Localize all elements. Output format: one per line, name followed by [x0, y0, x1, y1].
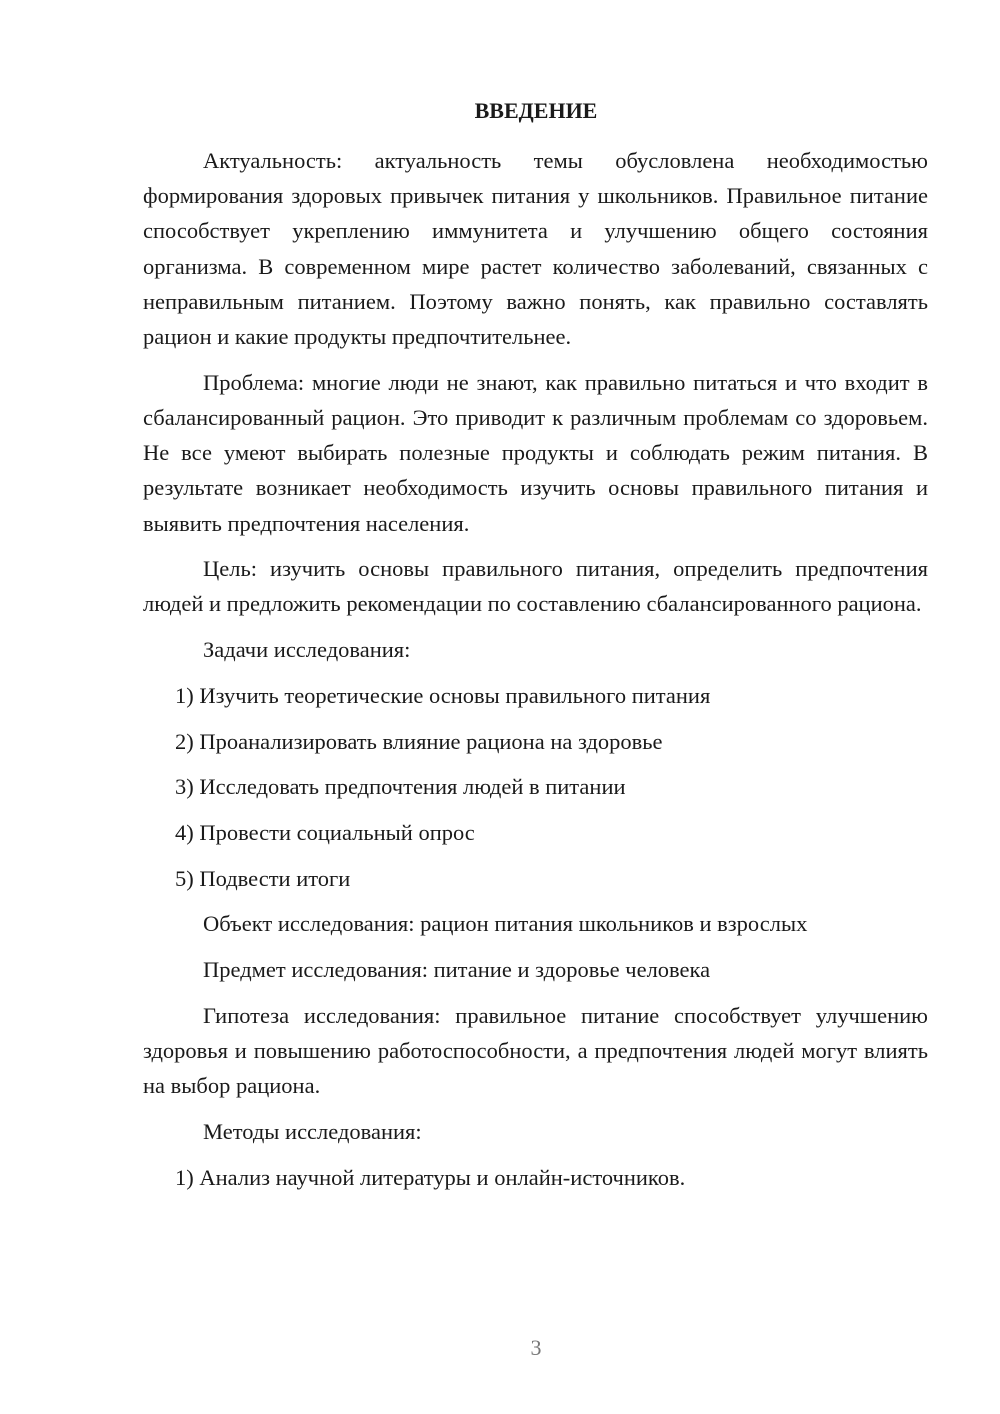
hypothesis-paragraph: Гипотеза исследования: правильное питание способствует улучшению здоровья и повышению работоспособности, а предпочтения людей могут влиять на выбор рациона. — [143, 1002, 928, 1099]
task-item-1: 1) Изучить теоретические основы правильного питания — [175, 682, 711, 708]
task-item-3: 3) Исследовать предпочтения людей в питании — [175, 774, 626, 800]
methods-title: Методы исследования: — [203, 1118, 422, 1144]
problem-paragraph: Проблема: многие люди не знают, как правильно питаться и что входит в сбалансированный рацион. Это приводит к различным проблемам со здоровьем. Не все умеют выбирать полезные продукты и соблюдать режим питания. В результате возникает необходимость изучить основы правильного питания и выявить предпочтения населения. — [143, 369, 928, 536]
task-item-4: 4) Провести социальный опрос — [175, 819, 475, 845]
goal-paragraph: Цель: изучить основы правильного питания, определить предпочтения людей и предложить рекомендации по составлению сбалансированного рациона. — [143, 556, 928, 617]
page-title: ВВЕДЕНИЕ — [474, 98, 598, 123]
task-item-2: 2) Проанализировать влияние рациона на здоровье — [175, 728, 663, 754]
relevance-paragraph: Актуальность: актуальность темы обусловлена необходимостью формирования здоровых привычек питания у школьников. Правильное питание способствует укреплению иммунитета и улучшению общего состояния организма. В современном мире растет количество заболеваний, связанных с неправильным питанием. Поэтому важно понять, как правильно составлять рацион и какие продукты предпочтительнее. — [143, 148, 928, 350]
task-item-5: 5) Подвести итоги — [175, 865, 351, 891]
subject-paragraph: Предмет исследования: питание и здоровье человека — [203, 957, 711, 983]
method-item-1: 1) Анализ научной литературы и онлайн-источников. — [175, 1164, 686, 1190]
object-paragraph: Объект исследования: рацион питания школьников и взрослых — [203, 911, 808, 937]
body-text — [143, 143, 928, 1205]
tasks-title: Задачи исследования: — [203, 637, 411, 663]
page-number: 3 — [530, 1335, 542, 1360]
